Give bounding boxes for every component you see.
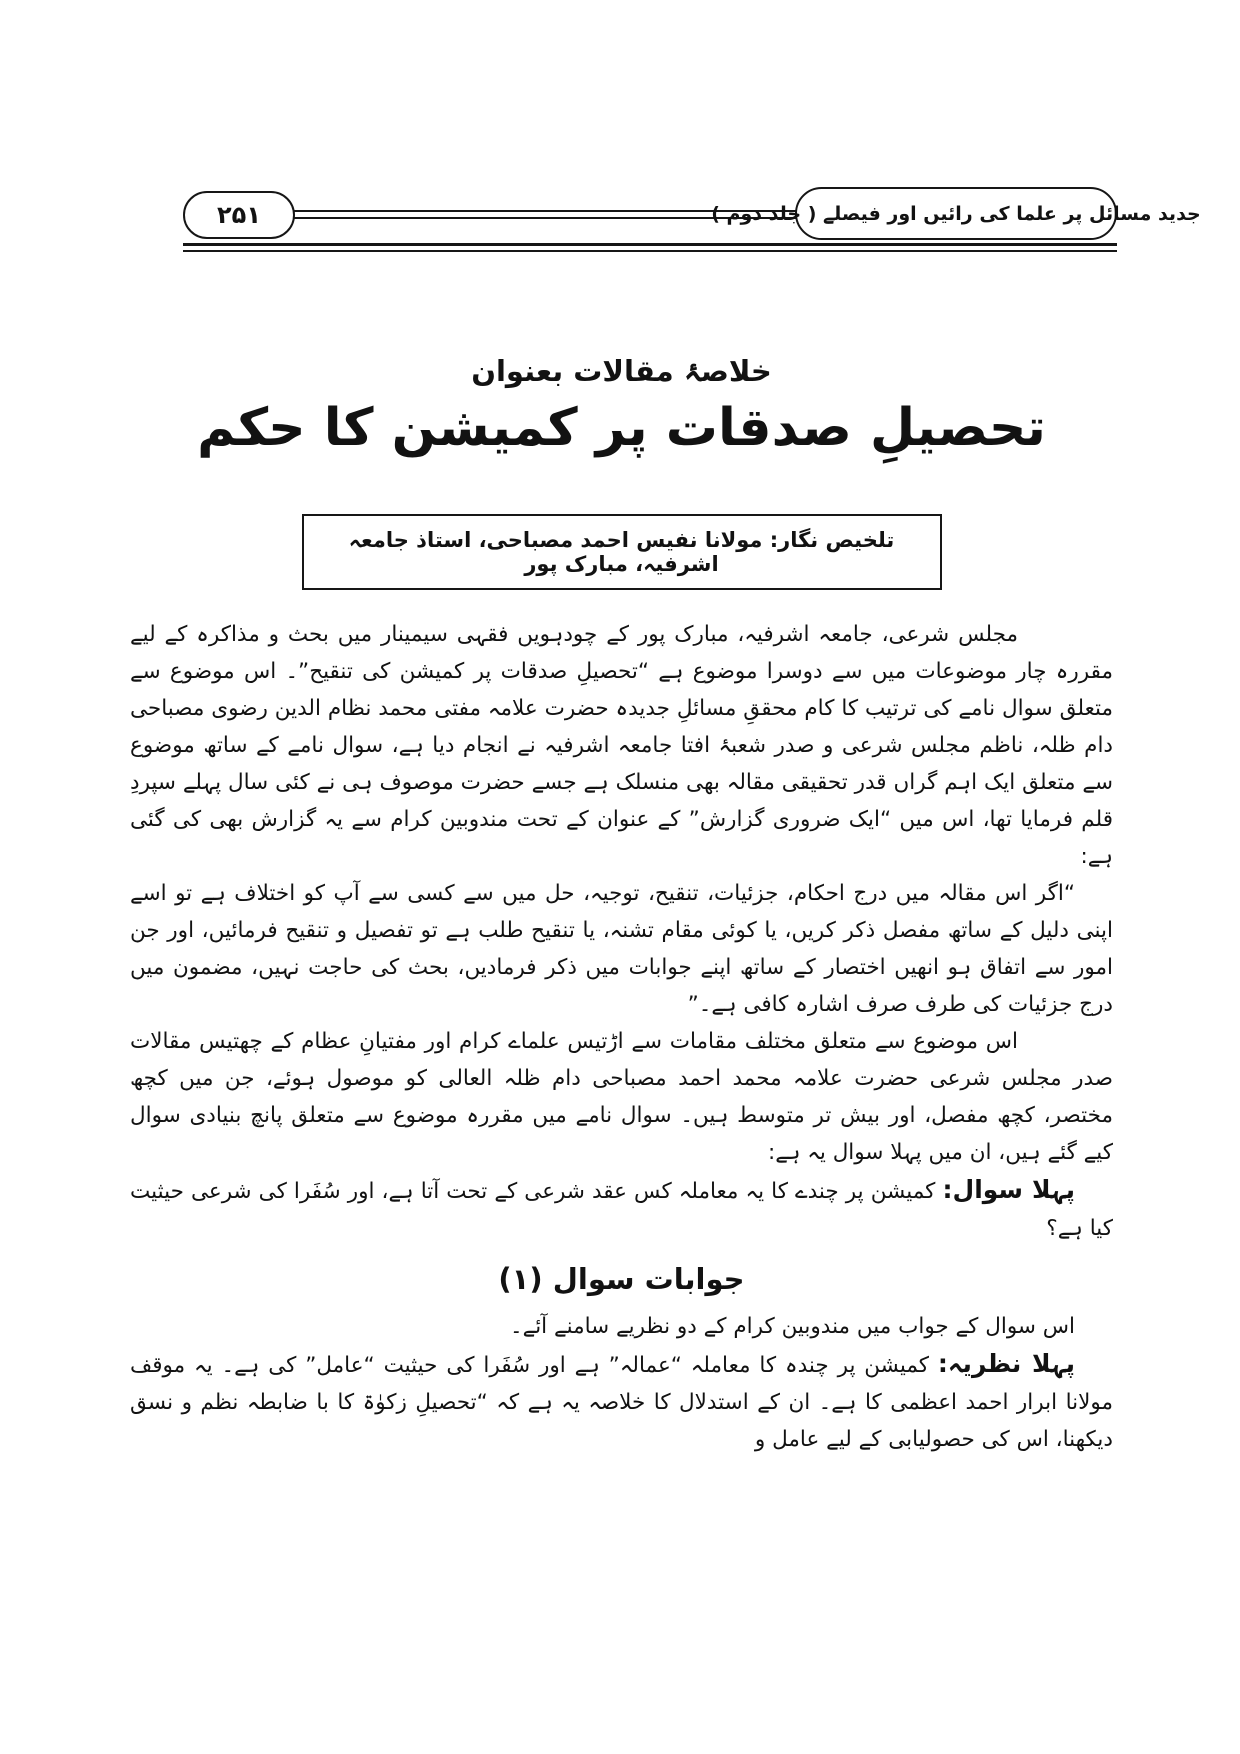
intro-paragraph (130, 616, 1113, 875)
answers-intro-paragraph (130, 1308, 1113, 1345)
book-title: جدید مسائل پر علما کی رائیں اور فیصلے ( جلد دوم ) (711, 202, 1201, 225)
author-box-text: تلخیص نگار: مولانا نفیس احمد مصباحی، استاذ جامعہ اشرفیہ، مبارک پور (348, 528, 895, 576)
header-bottom-rule (183, 243, 1117, 252)
first-question-paragraph (130, 1171, 1113, 1247)
book-title-capsule (711, 187, 1201, 240)
answers-section-heading: جوابات سوال (۱) (498, 1262, 745, 1296)
papers-received-paragraph (130, 1023, 1113, 1171)
quote-paragraph (130, 875, 1113, 1023)
chapter-kicker: خلاصۂ مقالات بعنوان (471, 354, 772, 388)
page-number-pill (183, 191, 295, 239)
first-view-lead: پہلا نظریہ: (937, 1349, 1076, 1378)
body-text (130, 616, 1113, 1458)
first-view-paragraph (130, 1345, 1113, 1458)
first-question-lead: پہلا سوال: (942, 1175, 1075, 1204)
paragraph-text: “اگر اس مقالہ میں درج احکام، جزئیات، تنقیح، توجیہ، حل میں سے کسی سے آپ کو اختلاف ہے تو اسے اپنی دلیل کے ساتھ مفصل ذکر کریں، یا کوئی مقام تشنہ، یا تنقیح طلب ہے تو تفصیل و تنقیح فرمائیں، اور جن امور سے اتفاق ہو انھیں اختصار کے ساتھ اپنے جوابات میں ذکر فرمادیں، بحث کی حاجت نہیں، مضمون میں درج جزئیات کی طرف صرف اشارہ کافی ہے۔” (130, 881, 1113, 1017)
page-content (130, 0, 1201, 1458)
paragraph-text: کمیشن پر چندہ کا معاملہ “عمالہ” ہے اور سُفَرا کی حیثیت “عامل” کی ہے۔ یہ موقف مولانا ابرار احمد اعظمی کا ہے۔ ان کے استدلال کا خلاصہ یہ ہے کہ “تحصیلِ زکوٰۃ کا با ضابطہ نظم و نسق دیکھنا، اس کی حصولیابی کے لیے عامل و (130, 1353, 1113, 1452)
paragraph-text: مجلس شرعی، جامعہ اشرفیہ، مبارک پور کے چودہویں فقہی سیمینار میں بحث و مذاکرہ کے لیے مقررہ چار موضوعات میں سے دوسرا موضوع ہے “تحصیلِ صدقات پر کمیشن کی تنقیح”۔ اس موضوع سے متعلق سوال نامے کی ترتیب کا کام محققِ مسائلِ جدیدہ حضرت علامہ مفتی محمد نظام الدین رضوی مصباحی دام ظلہ، ناظم مجلس شرعی و صدر شعبۂ افتا جامعہ اشرفیہ نے انجام دیا ہے، سوال نامے کے ساتھ موضوع سے متعلق ایک اہم گراں قدر تحقیقی مقالہ بھی منسلک ہے جسے حضرت موصوف ہی نے کئی سال پہلے سپردِ قلم فرمایا تھا، اس میں “ایک ضروری گزارش” کے عنوان کے تحت مندوبین کرام سے یہ گزارش بھی کی گئی ہے: (130, 622, 1113, 869)
paragraph-text: کمیشن پر چندے کا یہ معاملہ کس عقد شرعی کے تحت آتا ہے، اور سُفَرا کی شرعی حیثیت کیا ہے؟ (130, 1179, 1113, 1241)
author-box (302, 514, 942, 590)
paragraph-text: اس موضوع سے متعلق مختلف مقامات سے اڑتیس علماے کرام اور مفتیانِ عظام کے چھتیس مقالات صدر مجلس شرعی حضرت علامہ محمد احمد مصباحی دام ظلہ العالی کو موصول ہوئے، جن میں کچھ مختصر، کچھ مفصل، اور بیش تر متوسط ہیں۔ سوال نامے میں مقررہ موضوع سے متعلق پانچ بنیادی سوال کیے گئے ہیں، ان میں پہلا سوال یہ ہے: (130, 1029, 1113, 1165)
paragraph-text: اس سوال کے جواب میں مندوبین کرام کے دو نظریے سامنے آئے۔ (510, 1314, 1075, 1339)
chapter-title: تحصیلِ صدقات پر کمیشن کا حکم (197, 398, 1046, 458)
page-number: ۲۵۱ (217, 201, 261, 229)
running-head (130, 186, 1201, 256)
